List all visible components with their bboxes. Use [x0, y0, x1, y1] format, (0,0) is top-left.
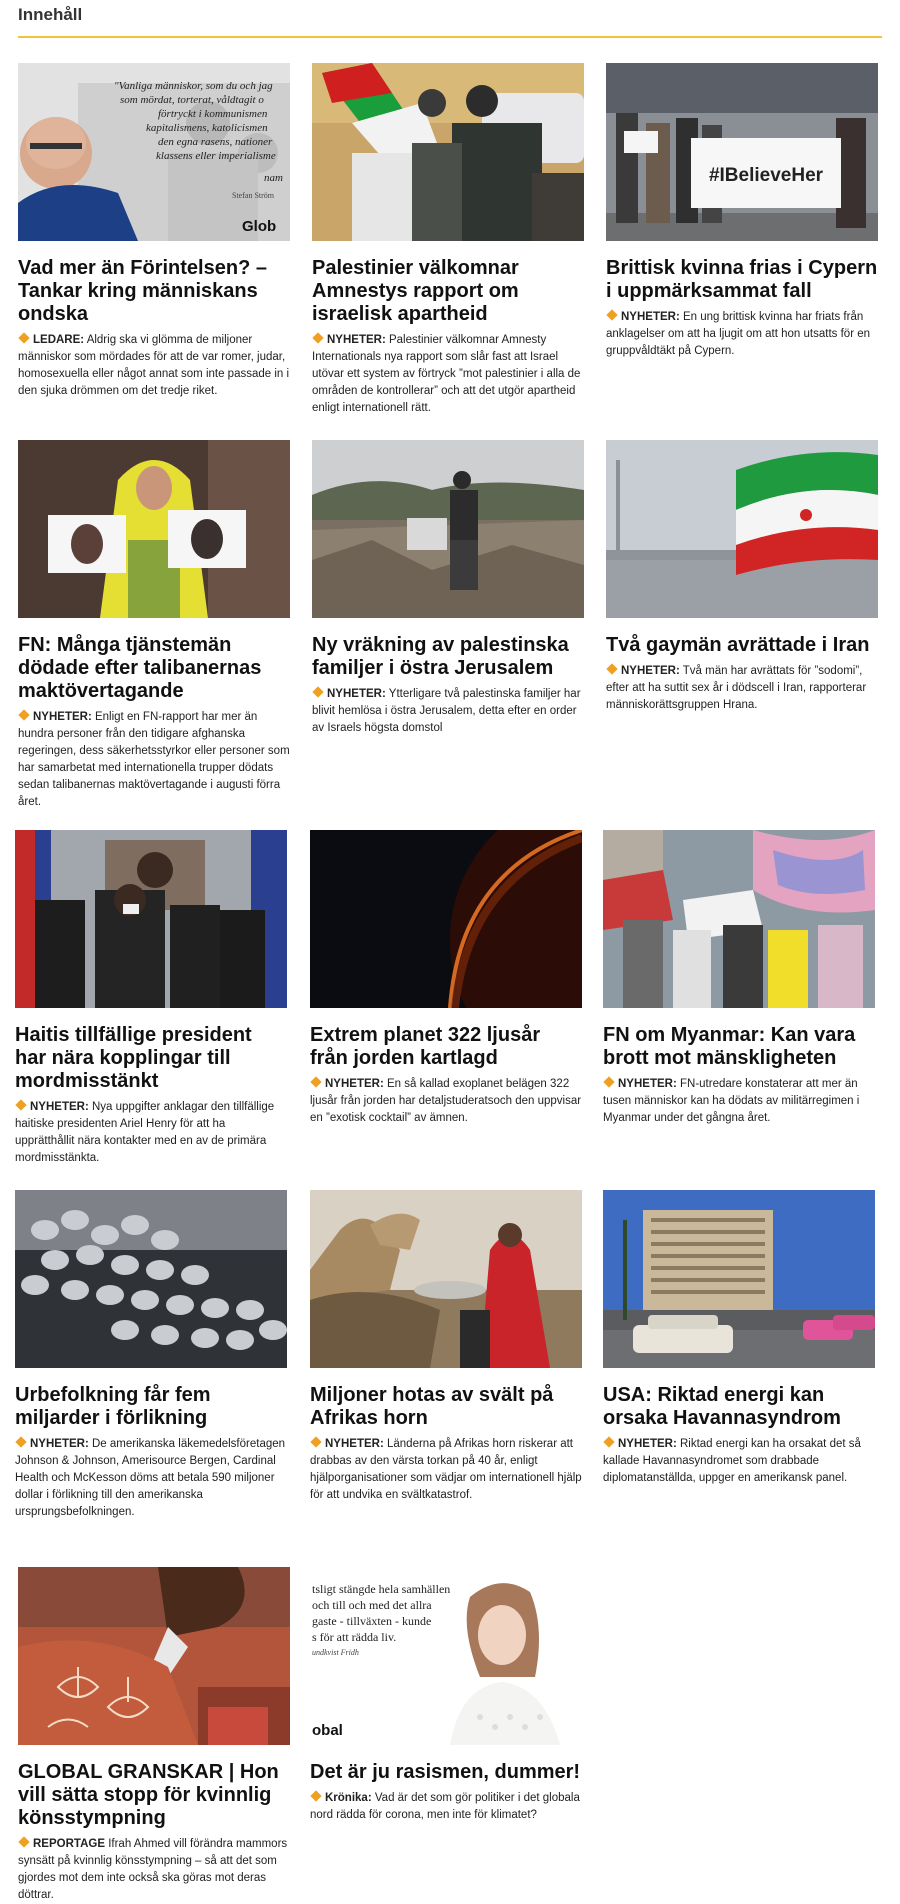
- article-category: NYHETER:: [621, 311, 680, 323]
- article-excerpt-text: Två män har avrättats för ”sodomi”, efter att ha suttit sex år i dödscell i Iran, rapporterar människorättsgruppen Hrana.: [606, 665, 867, 711]
- diamond-icon: [606, 309, 617, 320]
- article-category: NYHETER:: [327, 334, 386, 346]
- article-card: [606, 63, 878, 360]
- article-title[interactable]: Ny vräkning av palestinska familjer i östra Jerusalem: [312, 634, 569, 679]
- article-card: [18, 440, 290, 811]
- article-card: [15, 830, 287, 1167]
- article-excerpt: [310, 1076, 582, 1127]
- article-image[interactable]: [18, 1567, 290, 1745]
- image-quote-line: förtryckt i kommunismen: [158, 108, 268, 120]
- diamond-icon: [18, 332, 29, 343]
- global-logo: obal: [312, 1722, 343, 1739]
- article-title[interactable]: Haitis tillfällige president har nära kopplingar till mordmisstänkt: [15, 1024, 252, 1092]
- article-title[interactable]: Det är ju rasismen, dummer!: [310, 1761, 581, 1783]
- article-excerpt-text: Länderna på Afrikas horn riskerar att drabbas av den värsta torkan på 40 år, enligt hjälporganisationer som vädjar om internationell hjälp för att undvika en svältkatastrof.: [310, 1438, 582, 1501]
- image-quote-line: klassens eller imperialisme: [156, 150, 276, 162]
- article-excerpt: [15, 1436, 287, 1521]
- article-title[interactable]: Miljoner hotas av svält på Afrikas horn: [310, 1384, 554, 1429]
- diamond-icon: [18, 1836, 29, 1847]
- diamond-icon: [603, 1436, 614, 1447]
- article-category: NYHETER:: [33, 711, 92, 723]
- article-title[interactable]: Två gaymän avrättade i Iran: [606, 634, 870, 656]
- section-header: [18, 0, 882, 38]
- article-title[interactable]: Urbefolkning får fem miljarder i förlikning: [15, 1384, 211, 1429]
- image-quote-line: och till och med det allra: [312, 1598, 432, 1612]
- protest-sign-text: #IBelieveHer: [708, 165, 824, 186]
- article-excerpt: [310, 1436, 582, 1504]
- article-title[interactable]: USA: Riktad energi kan orsaka Havannasyndrom: [603, 1384, 841, 1429]
- article-category: NYHETER:: [30, 1101, 89, 1113]
- article-card: [312, 440, 584, 737]
- article-excerpt-text: Nya uppgifter anklagar den tillfällige haitiske presidenten Ariel Henry för att ha upprätthållit nära kontakter med en av de primära mordmisstänkta.: [15, 1101, 275, 1164]
- article-card: [15, 1190, 287, 1521]
- article-image[interactable]: [310, 830, 582, 1008]
- image-quote-line: kapitalismens, katolicismen: [146, 122, 268, 134]
- article-excerpt-text: Enligt en FN-rapport har mer än hundra personer från den tidigare afghanska regeringen, dess säkerhetsstyrkor eller personer som har samarbetat med internationella trupper dödats sedan talibanernas maktövertagande i augusti förra året.: [18, 711, 290, 808]
- article-excerpt-text: FN-utredare konstaterar att mer än tusen människor kan ha dödats av militärregimen i Myanmar under det gångna året.: [603, 1078, 860, 1124]
- article-title[interactable]: FN: Många tjänstemän dödade efter talibanernas maktövertagande: [18, 634, 262, 702]
- article-category: NYHETER:: [618, 1078, 677, 1090]
- diamond-icon: [603, 1076, 614, 1087]
- article-excerpt: [18, 332, 290, 400]
- article-image[interactable]: [310, 1190, 582, 1368]
- article-card: [603, 1190, 875, 1487]
- article-excerpt-text: Riktad energi kan ha orsakat det så kallade Havannasyndromet som drabbade diplomatanställda, uppger en amerikansk panel.: [603, 1438, 861, 1484]
- article-excerpt-text: De amerikanska läkemedelsföretagen Johnson & Johnson, Amerisource Bergen, Cardinal Health och McKesson döms att betala 590 miljoner dollar i förlikning till den amerikanska ursprungsbefolkningen.: [15, 1438, 286, 1518]
- article-card: [606, 440, 878, 714]
- diamond-icon: [606, 663, 617, 674]
- diamond-icon: [310, 1436, 321, 1447]
- diamond-icon: [310, 1790, 321, 1801]
- article-excerpt: [606, 309, 878, 360]
- article-image[interactable]: [310, 1567, 582, 1745]
- diamond-icon: [312, 686, 323, 697]
- article-card: [18, 63, 290, 400]
- image-quote-line: nam: [264, 172, 283, 184]
- section-title: Innehåll: [18, 5, 83, 24]
- image-quote-author: Stefan Ström: [232, 191, 274, 200]
- article-excerpt: [606, 663, 878, 714]
- article-card: [310, 1190, 582, 1504]
- article-excerpt: [18, 709, 290, 811]
- article-title[interactable]: Extrem planet 322 ljusår från jorden kartlagd: [310, 1024, 541, 1069]
- article-category: Krönika:: [325, 1792, 372, 1804]
- article-excerpt-text: En ung brittisk kvinna har friats från anklagelser om att ha ljugit om att hon utsatts för en gruppvåldtäkt på Cypern.: [606, 311, 871, 357]
- image-quote-line: tsligt stängde hela samhällen: [312, 1582, 451, 1596]
- diamond-icon: [15, 1099, 26, 1110]
- article-excerpt-text: Vad är det som gör politiker i det globala nord rädda för corona, men inte för klimatet?: [310, 1792, 580, 1821]
- article-title[interactable]: Brittisk kvinna frias i Cypern i uppmärksammat fall: [606, 257, 878, 302]
- diamond-icon: [15, 1436, 26, 1447]
- article-title[interactable]: FN om Myanmar: Kan vara brott mot mänskligheten: [603, 1024, 856, 1069]
- article-card: [312, 63, 584, 417]
- article-category: NYHETER:: [618, 1438, 677, 1450]
- diamond-icon: [18, 709, 29, 720]
- article-card: [310, 830, 582, 1127]
- article-card: [18, 1567, 290, 1904]
- article-excerpt-text: Ytterligare två palestinska familjer har blivit hemlösa i östra Jerusalem, detta efter en order av Israels högsta domstol: [312, 688, 581, 734]
- article-image[interactable]: [18, 440, 290, 618]
- article-excerpt-text: Palestinier välkomnar Amnesty Internationals nya rapport som slår fast att Israel utövar ett system av förtryck ”mot palestinier i alla de områden de kontrollerar” och att det utgör apartheid enligt internationell rätt.: [312, 334, 581, 414]
- article-category: NYHETER:: [327, 688, 386, 700]
- image-quote-line: den egna rasens, nationer: [158, 136, 273, 148]
- article-image[interactable]: [603, 830, 875, 1008]
- article-image[interactable]: [15, 1190, 287, 1368]
- article-excerpt-text: Aldrig ska vi glömma de miljoner människor som mördades för att de var romer, judar, homosexuella eller något annat som inte passade in i den sjuka drömmen om det tredje riket.: [18, 334, 290, 397]
- article-category: LEDARE:: [33, 334, 85, 346]
- diamond-icon: [310, 1076, 321, 1087]
- article-title[interactable]: Vad mer än Förintelsen? – Tankar kring människans ondska: [18, 257, 267, 325]
- article-excerpt: [312, 686, 584, 737]
- article-excerpt: [18, 1836, 290, 1904]
- article-card: [603, 830, 875, 1127]
- article-category: NYHETER:: [325, 1078, 384, 1090]
- image-quote-line: "Vanliga människor, som du och jag: [114, 80, 273, 92]
- article-image[interactable]: [603, 1190, 875, 1368]
- image-quote-author: undkvist Fridh: [312, 1648, 359, 1657]
- article-image[interactable]: [312, 440, 584, 618]
- image-quote-line: s för att rädda liv.: [312, 1630, 397, 1644]
- article-excerpt: [310, 1790, 582, 1824]
- article-category: NYHETER:: [325, 1438, 384, 1450]
- article-image[interactable]: [18, 63, 290, 241]
- article-category: REPORTAGE: [33, 1838, 105, 1850]
- article-category: NYHETER:: [621, 665, 680, 677]
- article-title[interactable]: GLOBAL GRANSKAR | Hon vill sätta stopp för kvinnlig könsstympning: [18, 1761, 279, 1829]
- image-quote-line: gaste - tillväxten - kunde: [312, 1614, 432, 1628]
- global-logo: Glob: [242, 218, 277, 235]
- article-excerpt-text: En så kallad exoplanet belägen 322 ljusår från jorden har detaljstuderatsoch den uppvisar en ”exotisk cocktail” av ämnen.: [310, 1078, 582, 1124]
- article-category: NYHETER:: [30, 1438, 89, 1450]
- diamond-icon: [312, 332, 323, 343]
- article-excerpt-text: Ifrah Ahmed vill förändra mammors synsätt på kvinnlig könsstympning – så att det som gjordes mot dem inte också ska göras mot deras döttrar.: [18, 1838, 288, 1901]
- article-image[interactable]: [606, 440, 878, 618]
- article-excerpt: [603, 1076, 875, 1127]
- article-excerpt: [312, 332, 584, 417]
- article-image[interactable]: [15, 830, 287, 1008]
- article-excerpt: [603, 1436, 875, 1487]
- article-title[interactable]: Palestinier välkomnar Amnestys rapport om israelisk apartheid: [312, 257, 519, 325]
- article-card: [310, 1567, 582, 1824]
- article-excerpt: [15, 1099, 287, 1167]
- article-image[interactable]: [606, 63, 878, 241]
- article-image[interactable]: [312, 63, 584, 241]
- image-quote-line: som mördat, torterat, våldtagit o: [120, 94, 264, 106]
